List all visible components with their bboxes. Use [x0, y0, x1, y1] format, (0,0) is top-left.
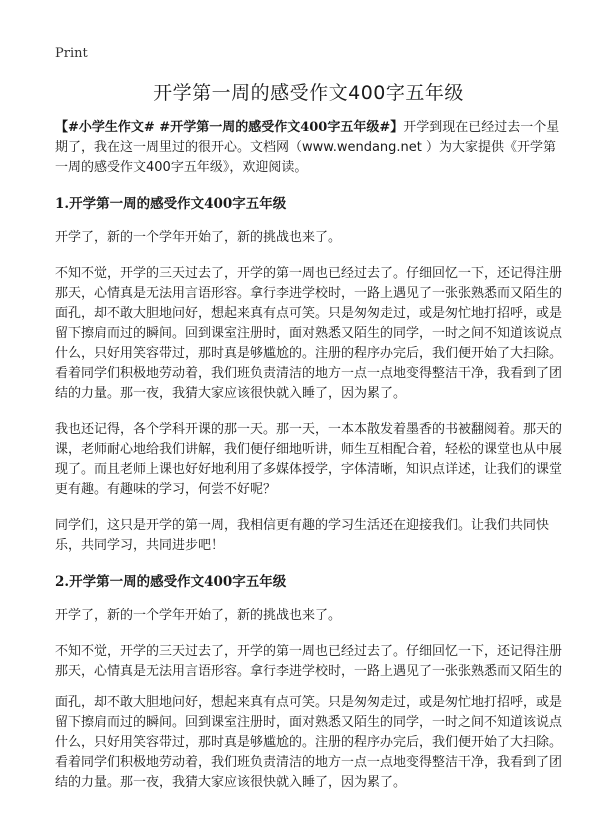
page-title: 开学第一周的感受作文400字五年级: [153, 82, 464, 104]
section-heading: 1.开学第一周的感受作文400字五年级: [55, 196, 287, 212]
essay-section-1: [55, 194, 562, 556]
paragraph: 我也还记得，各个学科开课的那一天。那一天，一本本散发着墨香的书被翻阅着。那天的课，老师耐心地给我们讲解，我们便仔细地听讲，师生互相配合着，轻松的课堂也从中展现了。而且老师上课也好好地利用了多媒体授学，字体清晰，知识点详述，让我们的课堂更有趣。有趣味的学习，何尝不好呢？: [55, 422, 563, 497]
paragraph: 开学了，新的一个学年开始了，新的挑战也来了。: [55, 608, 342, 623]
paragraph: 开学了，新的一个学年开始了，新的挑战也来了。: [55, 230, 342, 245]
intro-paragraph: [55, 118, 562, 178]
paragraph: 不知不觉，开学的三天过去了，开学的第一周也已经过去了。仔细回忆一下，还记得注册那天，心情真是无法用言语形容。拿行李进学校时，一路上遇见了一张张熟悉而又陌生的面孔，却不敢大胆地问好，想起来真有点可笑。只是匆匆走过，或是匆忙地打招呼，或是留下擦肩而过的瞬间。回到课室注册时，面对熟悉又陌生的同学，一时之间不知道该说点什么，只好用笑容带过，那时真是够尴尬的。注册的程序办完后，我们便开始了大扫除。看着同学们积极地劳动着，我们班负责清洁的地方一点一点地变得整洁干净，我看到了团结的力量。那一夜，我猜大家应该很快就入睡了，因为累了。: [55, 266, 563, 401]
article-body: [55, 118, 562, 809]
paragraph: 面孔，却不敢大胆地问好，想起来真有点可笑。只是匆匆走过，或是匆忙地打招呼，或是留下擦肩而过的瞬间。回到课室注册时，面对熟悉又陌生的同学，一时之间不知道该说点什么，只好用笑容带过，那时真是够尴尬的。注册的程序办完后，我们便开始了大扫除。看着同学们积极地劳动着，我们班负责清洁的地方一点一点地变得整洁干净，我看到了团结的力量。那一夜，我猜大家应该很快就入睡了，因为累了。: [55, 695, 563, 790]
essay-section-2: [55, 572, 562, 793]
intro-text: 开学到现在已经过去一个星期了，我在这一周里过的很开心。文档网（www.wendang.net ）为大家提供《开学第一周的感受作文400字五年级》，欢迎阅读。: [55, 120, 560, 175]
section-heading: 2.开学第一周的感受作文400字五年级: [55, 574, 287, 590]
paragraph: 同学们，这只是开学的第一周，我相信更有趣的学习生活还在迎接我们。让我们共同快乐，共同学习，共同进步吧！: [55, 518, 550, 553]
paragraph: 不知不觉，开学的三天过去了，开学的第一周也已经过去了。仔细回忆一下，还记得注册那天，心情真是无法用言语形容。拿行李进学校时，一路上遇见了一张张熟悉而又陌生的: [55, 644, 563, 679]
print-label: Print: [55, 46, 88, 61]
intro-tags: 【#小学生作文# #开学第一周的感受作文400字五年级#】: [55, 120, 404, 135]
